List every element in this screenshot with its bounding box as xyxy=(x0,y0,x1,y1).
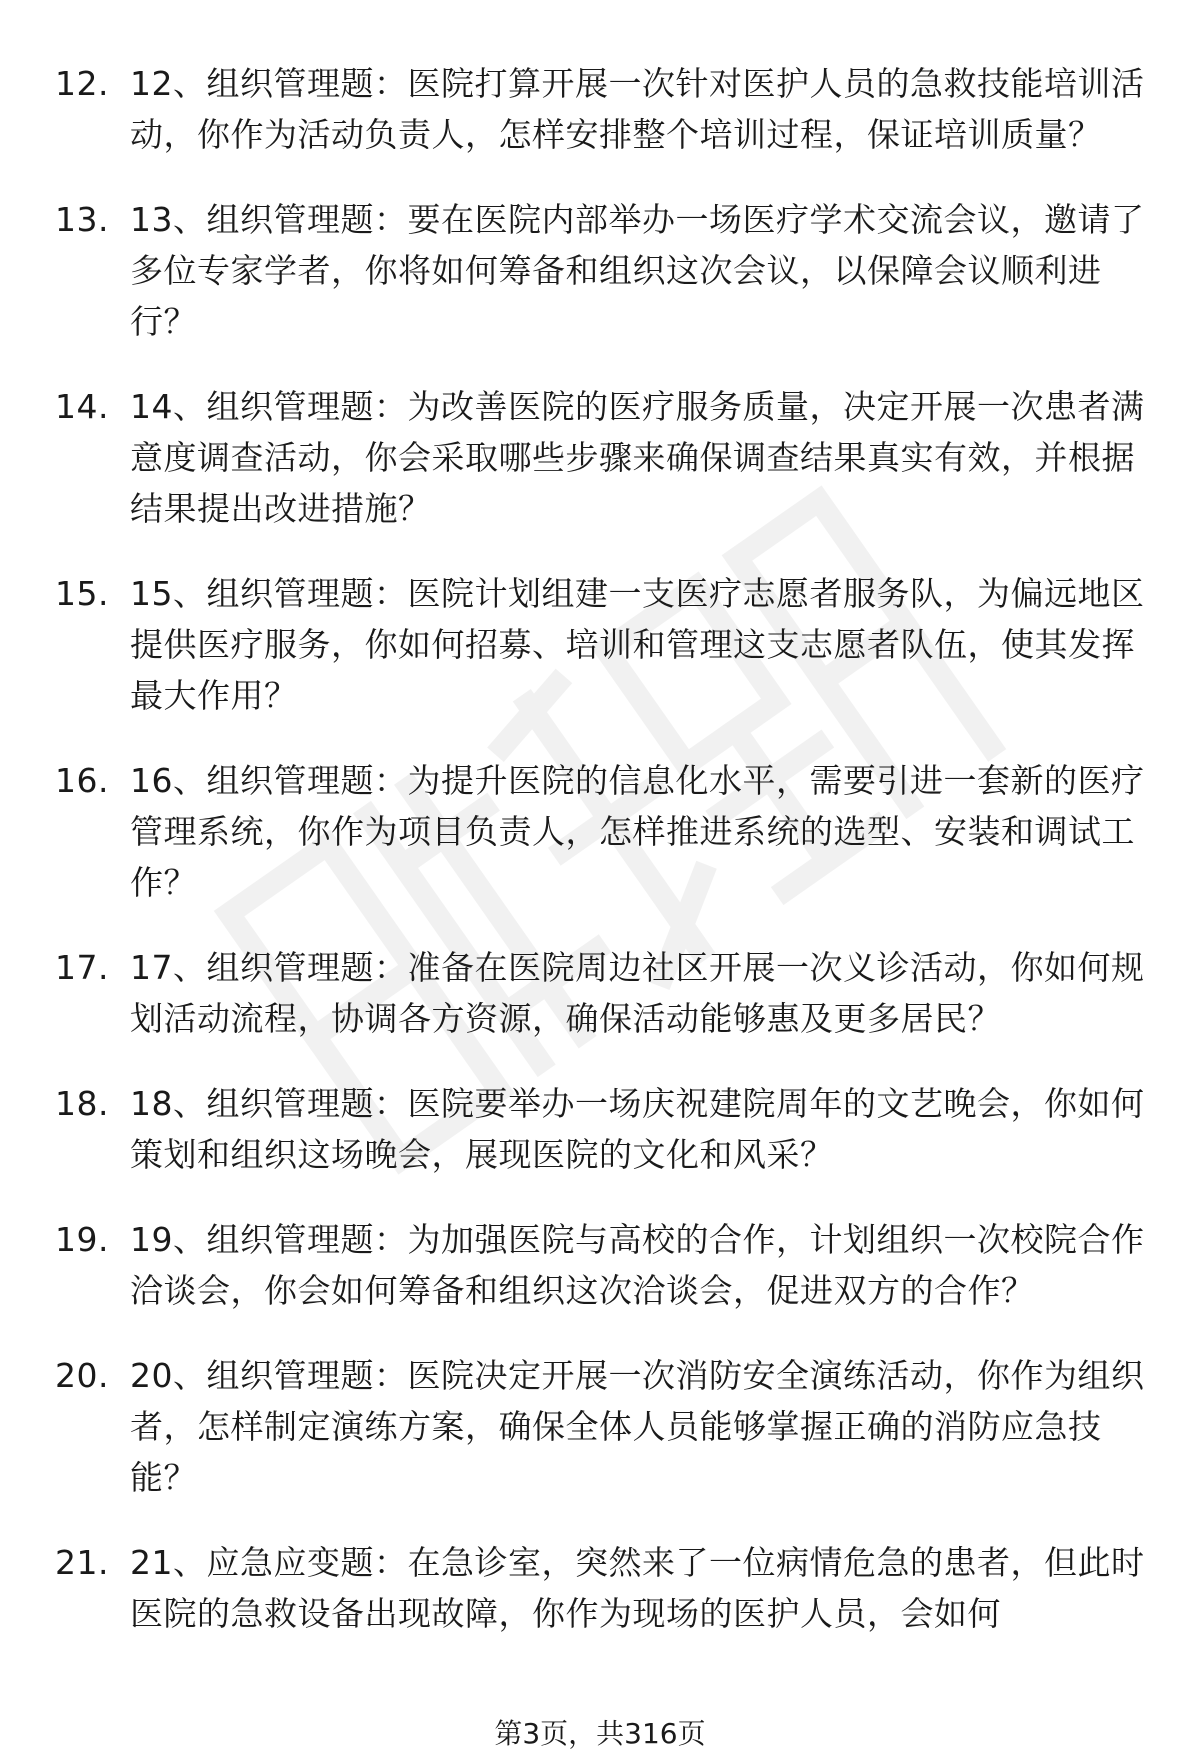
question-number: 19. xyxy=(55,1220,109,1259)
question-item xyxy=(55,1214,1155,1316)
question-text: 21、应急应变题：在急诊室，突然来了一位病情危急的患者，但此时医院的急救设备出现故障，你作为现场的医护人员，会如何 xyxy=(130,1543,1145,1633)
question-list xyxy=(55,58,1155,1673)
question-item xyxy=(55,755,1155,908)
question-text: 13、组织管理题：要在医院内部举办一场医疗学术交流会议，邀请了多位专家学者，你将如何筹备和组织这次会议，以保障会议顺利进行？ xyxy=(130,200,1145,341)
question-number: 21. xyxy=(55,1543,109,1582)
question-item xyxy=(55,1350,1155,1503)
question-number: 17. xyxy=(55,948,109,987)
question-item xyxy=(55,942,1155,1044)
question-number: 18. xyxy=(55,1084,109,1123)
question-text: 20、组织管理题：医院决定开展一次消防安全演练活动，你作为组织者，怎样制定演练方案，确保全体人员能够掌握正确的消防应急技能？ xyxy=(130,1356,1145,1497)
question-text: 15、组织管理题：医院计划组建一支医疗志愿者服务队，为偏远地区提供医疗服务，你如何招募、培训和管理这支志愿者队伍，使其发挥最大作用？ xyxy=(130,574,1145,715)
question-text: 18、组织管理题：医院要举办一场庆祝建院周年的文艺晚会，你如何策划和组织这场晚会，展现医院的文化和风采？ xyxy=(130,1084,1145,1174)
page-number-label: 第3页，共316页 xyxy=(494,1717,706,1750)
question-item xyxy=(55,194,1155,347)
question-item xyxy=(55,1537,1155,1639)
question-item xyxy=(55,58,1155,160)
question-number: 14. xyxy=(55,387,109,426)
question-number: 16. xyxy=(55,761,109,800)
question-number: 20. xyxy=(55,1356,109,1395)
question-number: 15. xyxy=(55,574,109,613)
page-footer xyxy=(0,1716,1200,1752)
question-text: 14、组织管理题：为改善医院的医疗服务质量，决定开展一次患者满意度调查活动，你会采取哪些步骤来确保调查结果真实有效，并根据结果提出改进措施？ xyxy=(130,387,1145,528)
question-text: 16、组织管理题：为提升医院的信息化水平，需要引进一套新的医疗管理系统，你作为项目负责人，怎样推进系统的选型、安装和调试工作？ xyxy=(130,761,1145,902)
question-item xyxy=(55,381,1155,534)
question-number: 12. xyxy=(55,64,109,103)
question-text: 17、组织管理题：准备在医院周边社区开展一次义诊活动，你如何规划活动流程，协调各方资源，确保活动能够惠及更多居民？ xyxy=(130,948,1145,1038)
question-item xyxy=(55,568,1155,721)
question-item xyxy=(55,1078,1155,1180)
question-text: 19、组织管理题：为加强医院与高校的合作，计划组织一次校院合作洽谈会，你会如何筹备和组织这次洽谈会，促进双方的合作？ xyxy=(130,1220,1145,1310)
question-number: 13. xyxy=(55,200,109,239)
question-text: 12、组织管理题：医院打算开展一次针对医护人员的急救技能培训活动，你作为活动负责人，怎样安排整个培训过程，保证培训质量？ xyxy=(130,64,1145,154)
